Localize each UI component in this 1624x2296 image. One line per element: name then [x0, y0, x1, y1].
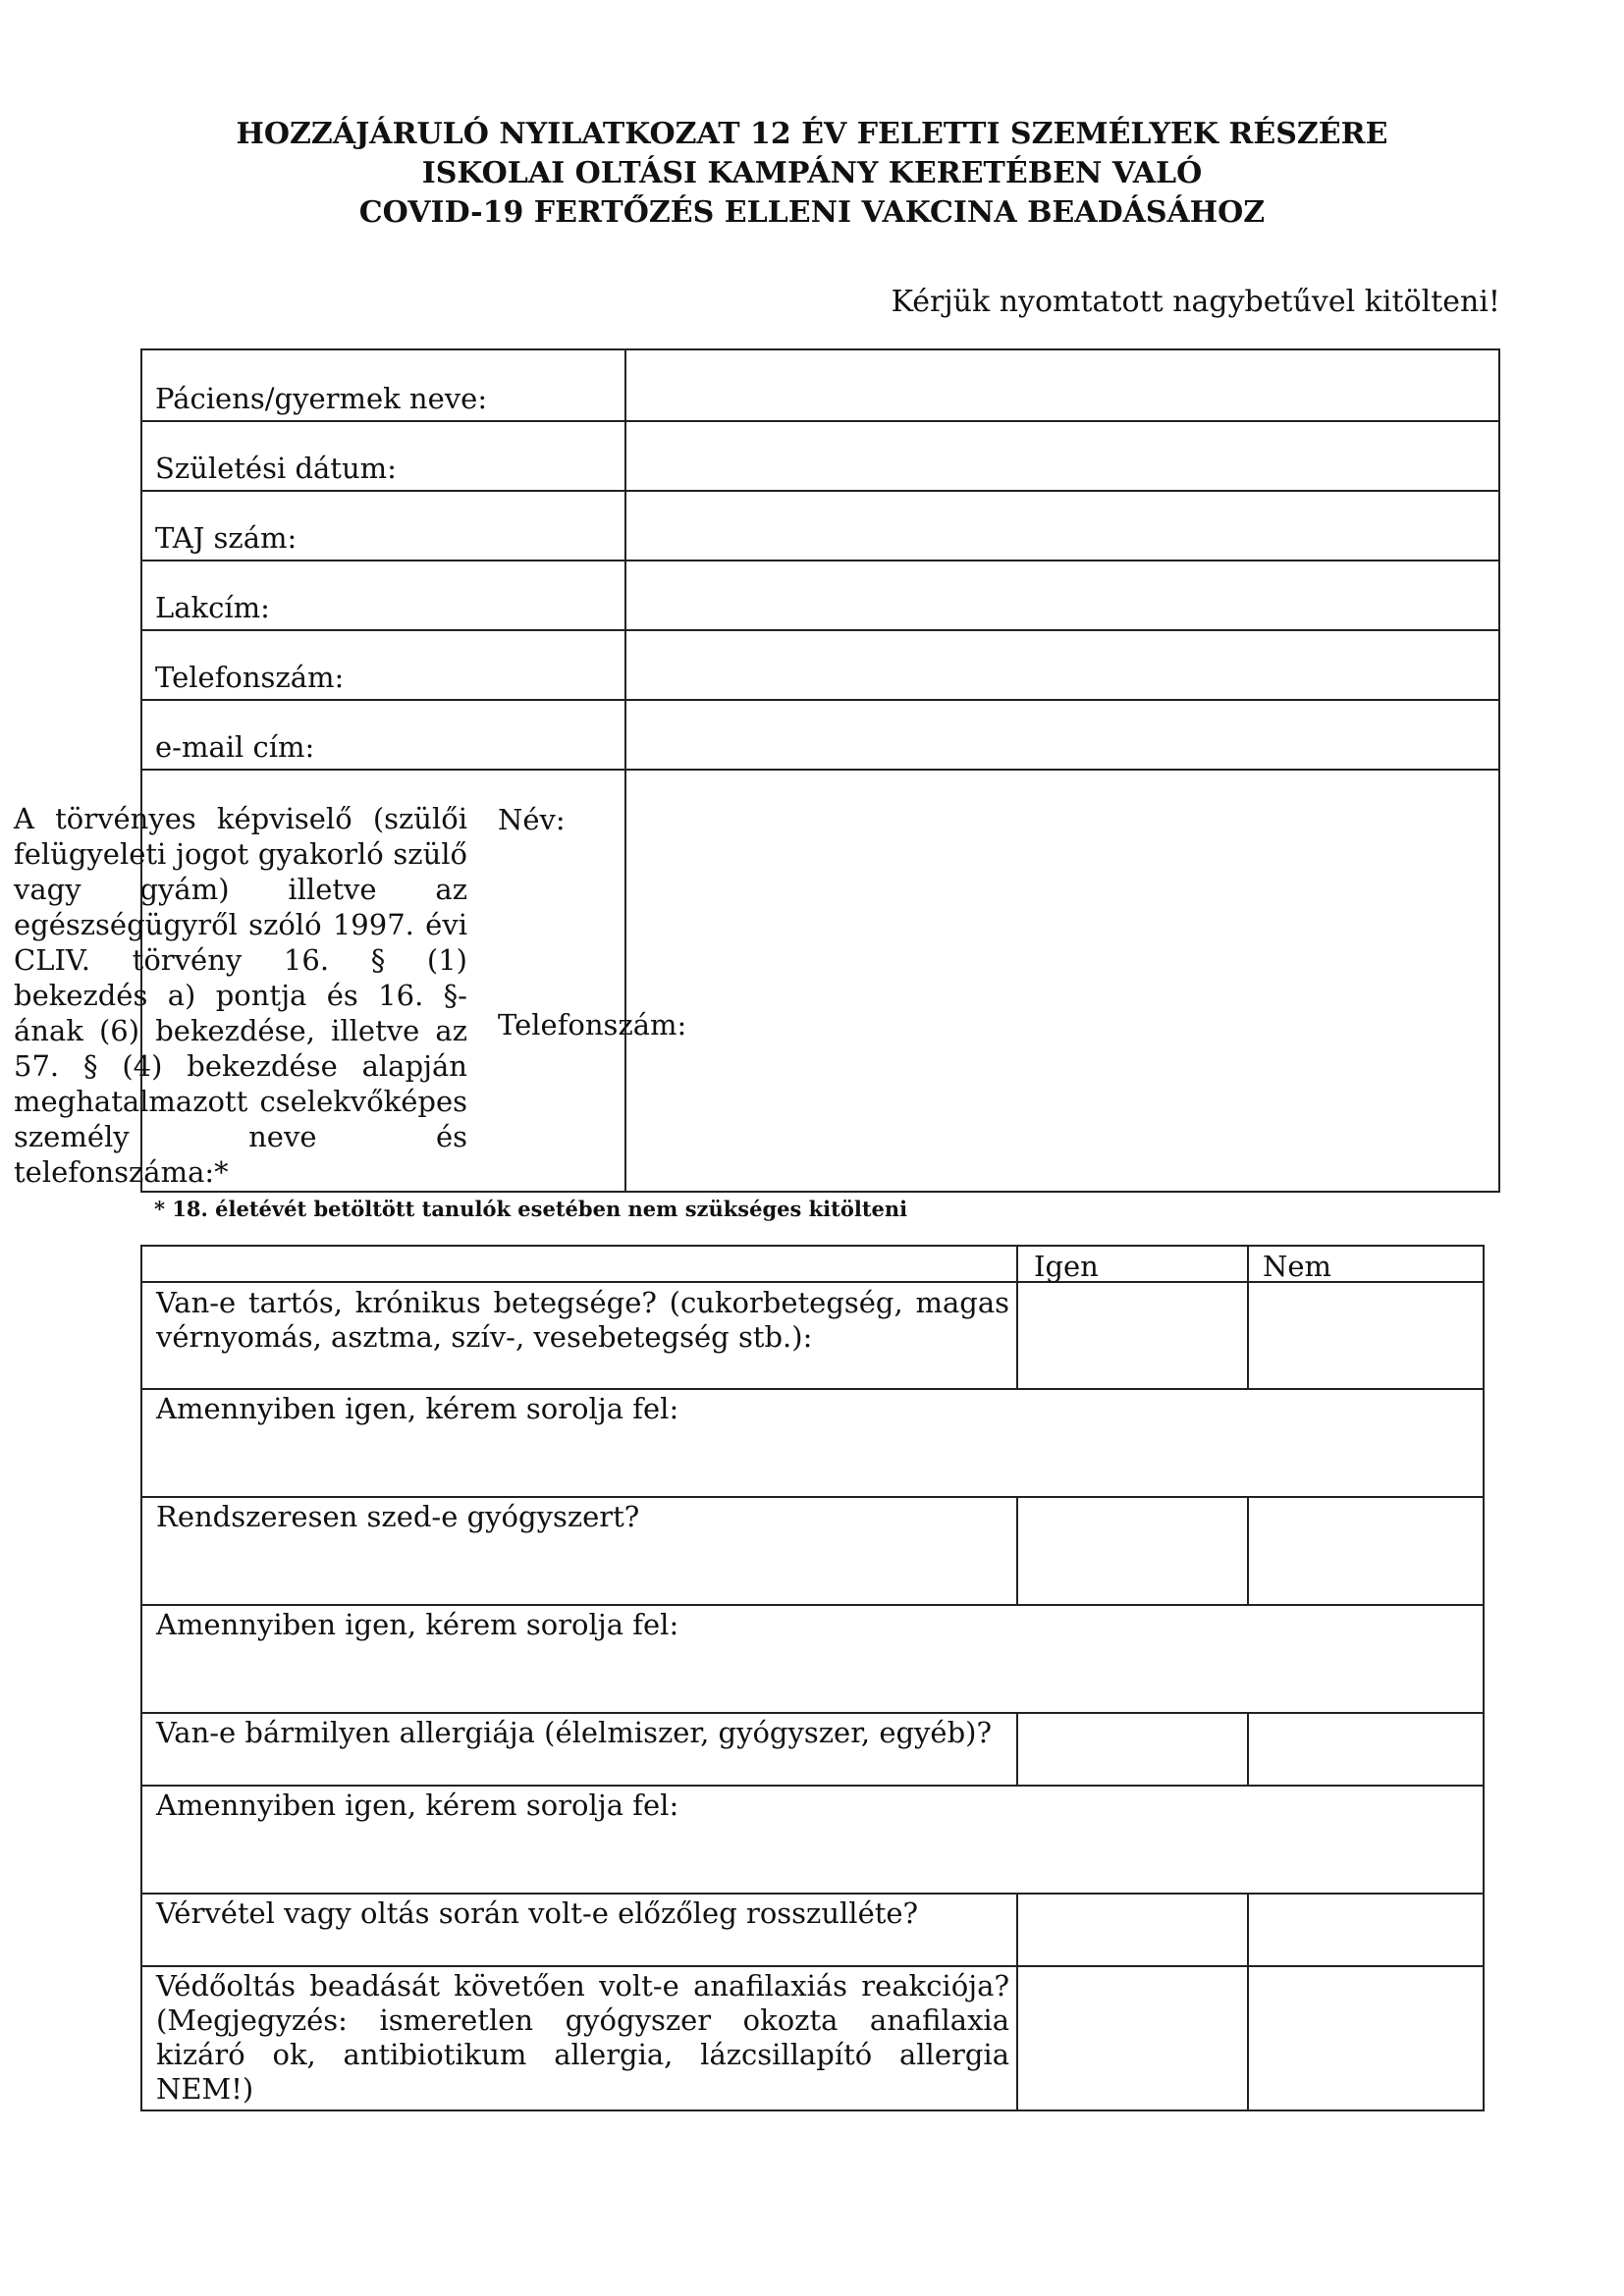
fainting-yes-cell[interactable] — [1018, 1895, 1247, 1965]
allergy-yes-cell[interactable] — [1018, 1714, 1247, 1785]
health-questions-table — [140, 1245, 1485, 2111]
medication-list-label: Amennyiben igen, kérem sorolja fel: — [156, 1608, 679, 1641]
question-allergy: Van-e bármilyen allergiája (élelmiszer, gyógyszer, egyéb)? — [156, 1716, 993, 1749]
title-line-3: COVID-19 FERTŐZÉS ELLENI VAKCINA BEADÁSÁHOZ — [358, 195, 1266, 230]
email-field[interactable] — [626, 701, 1498, 769]
email-label: e-mail cím: — [155, 730, 315, 764]
row-address — [142, 561, 1498, 631]
representative-phone-field[interactable] — [624, 1041, 1498, 1188]
representative-description: A törvényes képviselő (szülői felügyeleti jogot gyakorló szülő vagy gyám) illetve az egészségügyről szóló 1997. évi CLIV. törvény 16. § (1) bekezdés a) pontja és 16. §-ának (6) bekezdése, illetve az 57. § (4) bekezdése alapján meghatalmazott cselekvőképes személy neve és telefonszáma:* — [14, 802, 467, 1189]
representative-name-field[interactable] — [624, 800, 1498, 977]
phone-field[interactable] — [626, 631, 1498, 699]
anaphylaxis-no-cell[interactable] — [1249, 1967, 1485, 2111]
yes-column-header: Igen — [1034, 1250, 1099, 1283]
question-anaphylaxis: Védőoltás beadását követően volt-e anafilaxiás reakciója? (Megjegyzés: ismeretlen gyógyszer okozta anafilaxia kizáró ok, antibiotikum allergia, lázcsillapító allergia NEM!) — [156, 1969, 1009, 2106]
row-birth-date — [142, 422, 1498, 492]
no-column-header: Nem — [1263, 1250, 1332, 1283]
divider — [142, 1604, 1483, 1606]
divider — [140, 1191, 142, 1193]
representative-name-label: Név: — [498, 803, 566, 836]
birth-date-label: Születési dátum: — [155, 452, 397, 485]
question-previous-fainting: Vérvétel vagy oltás során volt-e előzőleg rosszulléte? — [156, 1896, 919, 1930]
birth-date-field[interactable] — [626, 422, 1498, 490]
chronic-disease-yes-cell[interactable] — [1018, 1283, 1247, 1388]
chronic-disease-list-label: Amennyiben igen, kérem sorolja fel: — [156, 1392, 679, 1425]
address-label: Lakcím: — [155, 591, 270, 624]
footnote: * 18. életévét betöltött tanulók esetében nem szükséges kitölteni — [154, 1197, 908, 1221]
row-phone — [142, 631, 1498, 701]
question-regular-medication: Rendszeresen szed-e gyógyszert? — [156, 1500, 640, 1533]
patient-name-label: Páciens/gyermek neve: — [155, 382, 488, 415]
allergy-no-cell[interactable] — [1249, 1714, 1485, 1785]
taj-field[interactable] — [626, 492, 1498, 560]
address-field[interactable] — [626, 561, 1498, 629]
patient-name-field[interactable] — [626, 350, 1498, 420]
chronic-disease-no-cell[interactable] — [1249, 1283, 1485, 1388]
row-taj — [142, 492, 1498, 561]
question-chronic-disease: Van-e tartós, krónikus betegsége? (cukorbetegség, magas vérnyomás, asztma, szív-, vesebetegség stb.): — [156, 1286, 1009, 1354]
fainting-no-cell[interactable] — [1249, 1895, 1485, 1965]
anaphylaxis-yes-cell[interactable] — [1018, 1967, 1247, 2111]
allergy-list-label: Amennyiben igen, kérem sorolja fel: — [156, 1789, 679, 1822]
medication-no-cell[interactable] — [1249, 1498, 1485, 1604]
taj-label: TAJ szám: — [155, 521, 298, 555]
row-email — [142, 701, 1498, 771]
medication-yes-cell[interactable] — [1018, 1498, 1247, 1604]
representative-phone-label: Telefonszám: — [498, 1008, 687, 1041]
phone-label: Telefonszám: — [155, 661, 345, 694]
form-title — [0, 115, 1624, 233]
divider — [142, 1388, 1483, 1390]
divider — [142, 1785, 1483, 1787]
fill-instruction: Kérjük nyomtatott nagybetűvel kitölteni! — [891, 285, 1500, 319]
title-line-2: ISKOLAI OLTÁSI KAMPÁNY KERETÉBEN VALÓ — [421, 156, 1203, 190]
divider — [140, 1191, 1500, 1193]
row-patient-name — [142, 350, 1498, 422]
title-line-1: HOZZÁJÁRULÓ NYILATKOZAT 12 ÉV FELETTI SZEMÉLYEK RÉSZÉRE — [236, 117, 1388, 151]
